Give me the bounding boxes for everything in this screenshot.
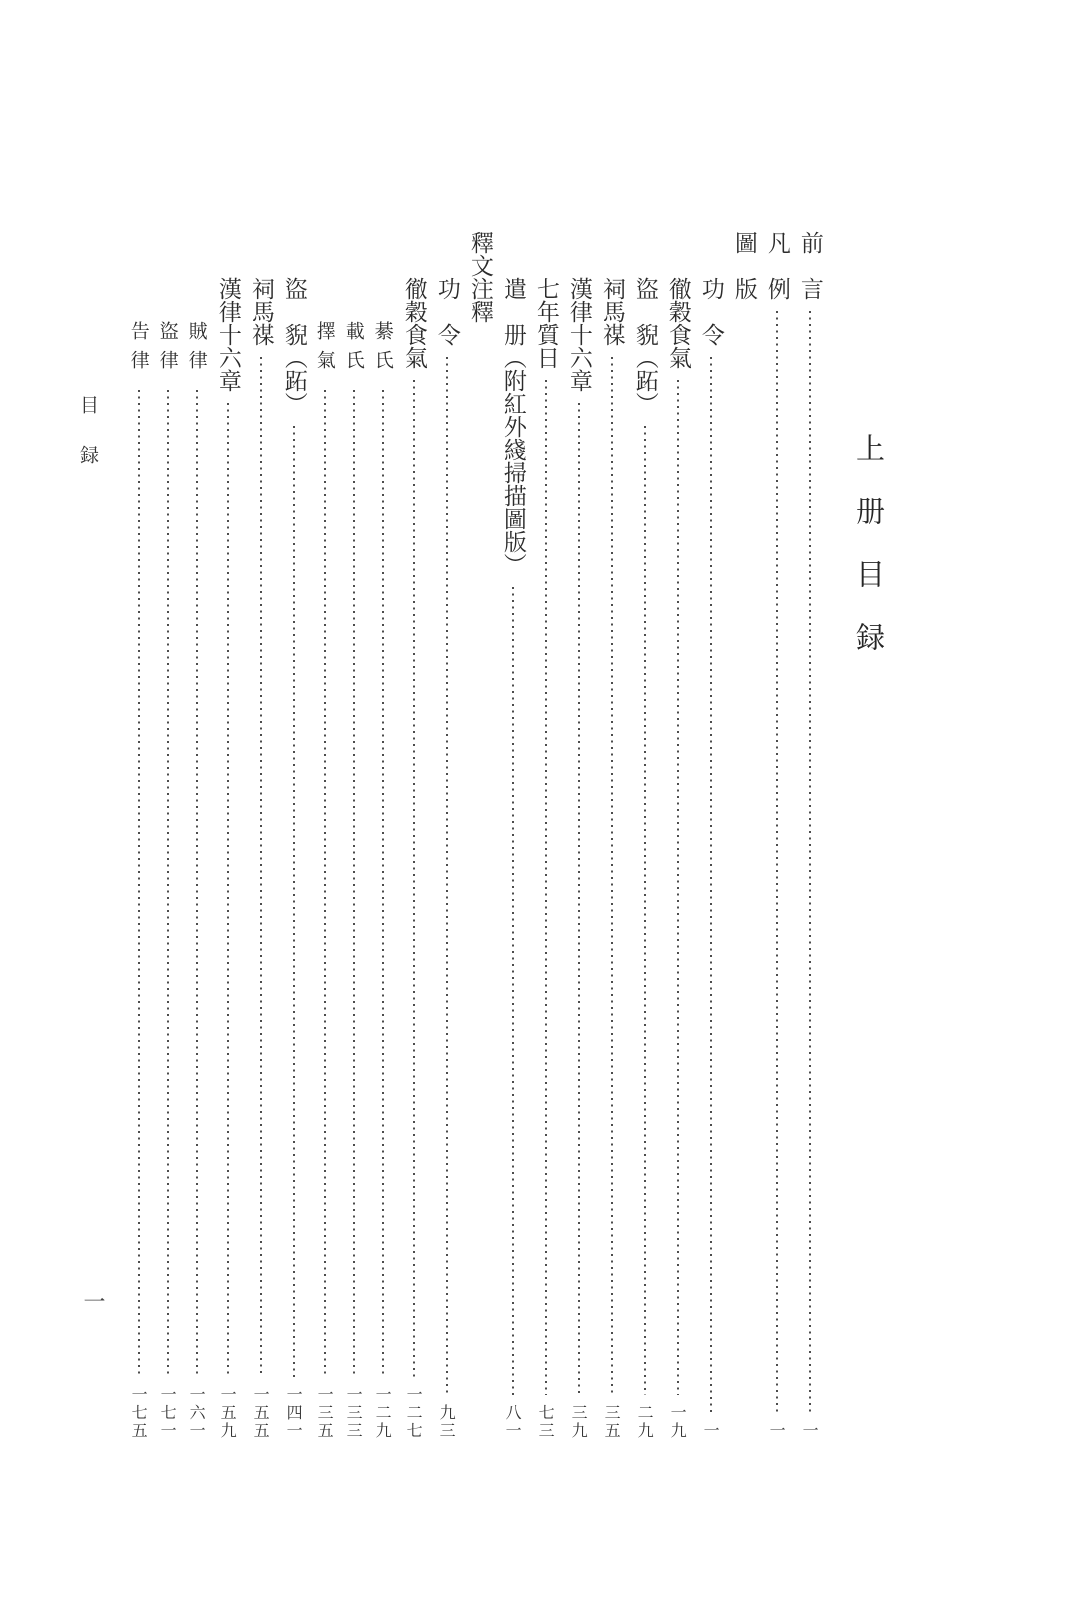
toc-entry <box>211 231 244 1440</box>
toc-entry-page-number: 一二九 <box>373 1386 393 1440</box>
dotted-leader <box>196 390 198 1377</box>
toc-entry-page-number: 一 <box>800 1422 820 1440</box>
toc-entry-title: 祠馬禖 <box>598 277 625 346</box>
toc-entry-title: 功 令 <box>697 277 724 346</box>
toc-entry-title: 告律 <box>127 321 150 379</box>
dotted-leader <box>578 403 580 1395</box>
dotted-leader <box>293 426 295 1377</box>
toc-entry-title: 盜 貎（跖） <box>631 277 658 415</box>
toc-entry <box>496 231 529 1440</box>
dotted-leader <box>611 357 613 1395</box>
toc-entry-title: 凡 例 <box>763 231 790 300</box>
toc-entry <box>595 231 628 1440</box>
toc-entry-page-number: 一三五 <box>315 1386 335 1440</box>
toc-entry-title: 遣 册（附紅外綫掃描圖版） <box>499 277 526 576</box>
toc-entry <box>463 231 496 1440</box>
toc-entry-page-number: 一六一 <box>187 1386 207 1440</box>
toc-entry <box>182 231 211 1440</box>
toc-entry <box>153 231 182 1440</box>
dotted-leader <box>382 390 384 1377</box>
toc-entry-title: 徹穀食氣 <box>664 277 691 369</box>
margin-running-header: 目録 <box>77 395 99 495</box>
dotted-leader <box>260 357 262 1377</box>
toc-entry <box>793 231 826 1440</box>
dotted-leader <box>710 357 712 1413</box>
toc-entry <box>397 231 430 1440</box>
toc-entry-page-number: 一五九 <box>218 1386 238 1440</box>
dotted-leader <box>227 403 229 1377</box>
toc-entry <box>368 231 397 1440</box>
toc-entry-page-number: 三五 <box>602 1404 622 1440</box>
toc-entry-page-number: 一 <box>767 1422 787 1440</box>
toc-entry <box>529 231 562 1440</box>
dotted-leader <box>809 311 811 1413</box>
toc-entry <box>694 231 727 1440</box>
toc-entry-page-number: 一五五 <box>251 1386 271 1440</box>
toc-entry <box>628 231 661 1440</box>
toc-entry-title: 載氏 <box>342 321 365 379</box>
dotted-leader <box>677 380 679 1395</box>
toc-entry <box>430 231 463 1440</box>
dotted-leader <box>138 390 140 1377</box>
toc-entry-title: 盜 貎（跖） <box>280 277 307 415</box>
dotted-leader <box>167 390 169 1377</box>
toc-entry <box>562 231 595 1440</box>
dotted-leader <box>545 380 547 1395</box>
toc-entry <box>760 231 793 1440</box>
toc-entry-page-number: 三九 <box>569 1404 589 1440</box>
toc-entry-page-number: 一九 <box>668 1404 688 1440</box>
toc-entry-page-number: 一二七 <box>404 1386 424 1440</box>
toc-entry-page-number: 八一 <box>503 1404 523 1440</box>
dotted-leader <box>446 357 448 1395</box>
toc-entry-page-number: 一七五 <box>129 1386 149 1440</box>
toc-entry-title: 前 言 <box>796 231 823 300</box>
toc-entry <box>244 231 277 1440</box>
toc-entry <box>310 231 339 1440</box>
toc-entry-title: 釋文注釋 <box>466 231 493 323</box>
toc-entry <box>124 231 153 1440</box>
dotted-leader <box>353 390 355 1377</box>
toc-entry-page-number: 七三 <box>536 1404 556 1440</box>
toc-entry-title: 漢律十六章 <box>565 277 592 392</box>
dotted-leader <box>413 380 415 1377</box>
dotted-leader <box>644 426 646 1395</box>
table-of-contents <box>124 231 826 1440</box>
toc-entry-page-number: 一三三 <box>344 1386 364 1440</box>
toc-entry-title: 圖 版 <box>730 231 757 300</box>
dotted-leader <box>324 390 326 1377</box>
toc-entry-title: 賊律 <box>185 321 208 379</box>
toc-entry-page-number: 二九 <box>635 1404 655 1440</box>
volume-title: 上册目録 <box>852 433 886 685</box>
toc-entry-title: 七年質日 <box>532 277 559 369</box>
toc-entry-page-number: 一 <box>701 1422 721 1440</box>
toc-entry-title: 擇氣 <box>313 321 336 379</box>
folio-page-number: 一 <box>80 1290 105 1312</box>
toc-entry <box>339 231 368 1440</box>
toc-entry <box>277 231 310 1440</box>
dotted-leader <box>776 311 778 1413</box>
toc-entry-title: 功 令 <box>433 277 460 346</box>
toc-entry-title: 漢律十六章 <box>214 277 241 392</box>
toc-entry <box>727 231 760 1440</box>
toc-entry-page-number: 一七一 <box>158 1386 178 1440</box>
toc-entry-title: 盜律 <box>156 321 179 379</box>
dotted-leader <box>512 587 514 1395</box>
toc-entry-title: 徹穀食氣 <box>400 277 427 369</box>
toc-entry-page-number: 一四一 <box>284 1386 304 1440</box>
toc-entry-title: 綦氏 <box>371 321 394 379</box>
toc-entry-title: 祠馬禖 <box>247 277 274 346</box>
toc-entry-page-number: 九三 <box>437 1404 457 1440</box>
toc-entry <box>661 231 694 1440</box>
